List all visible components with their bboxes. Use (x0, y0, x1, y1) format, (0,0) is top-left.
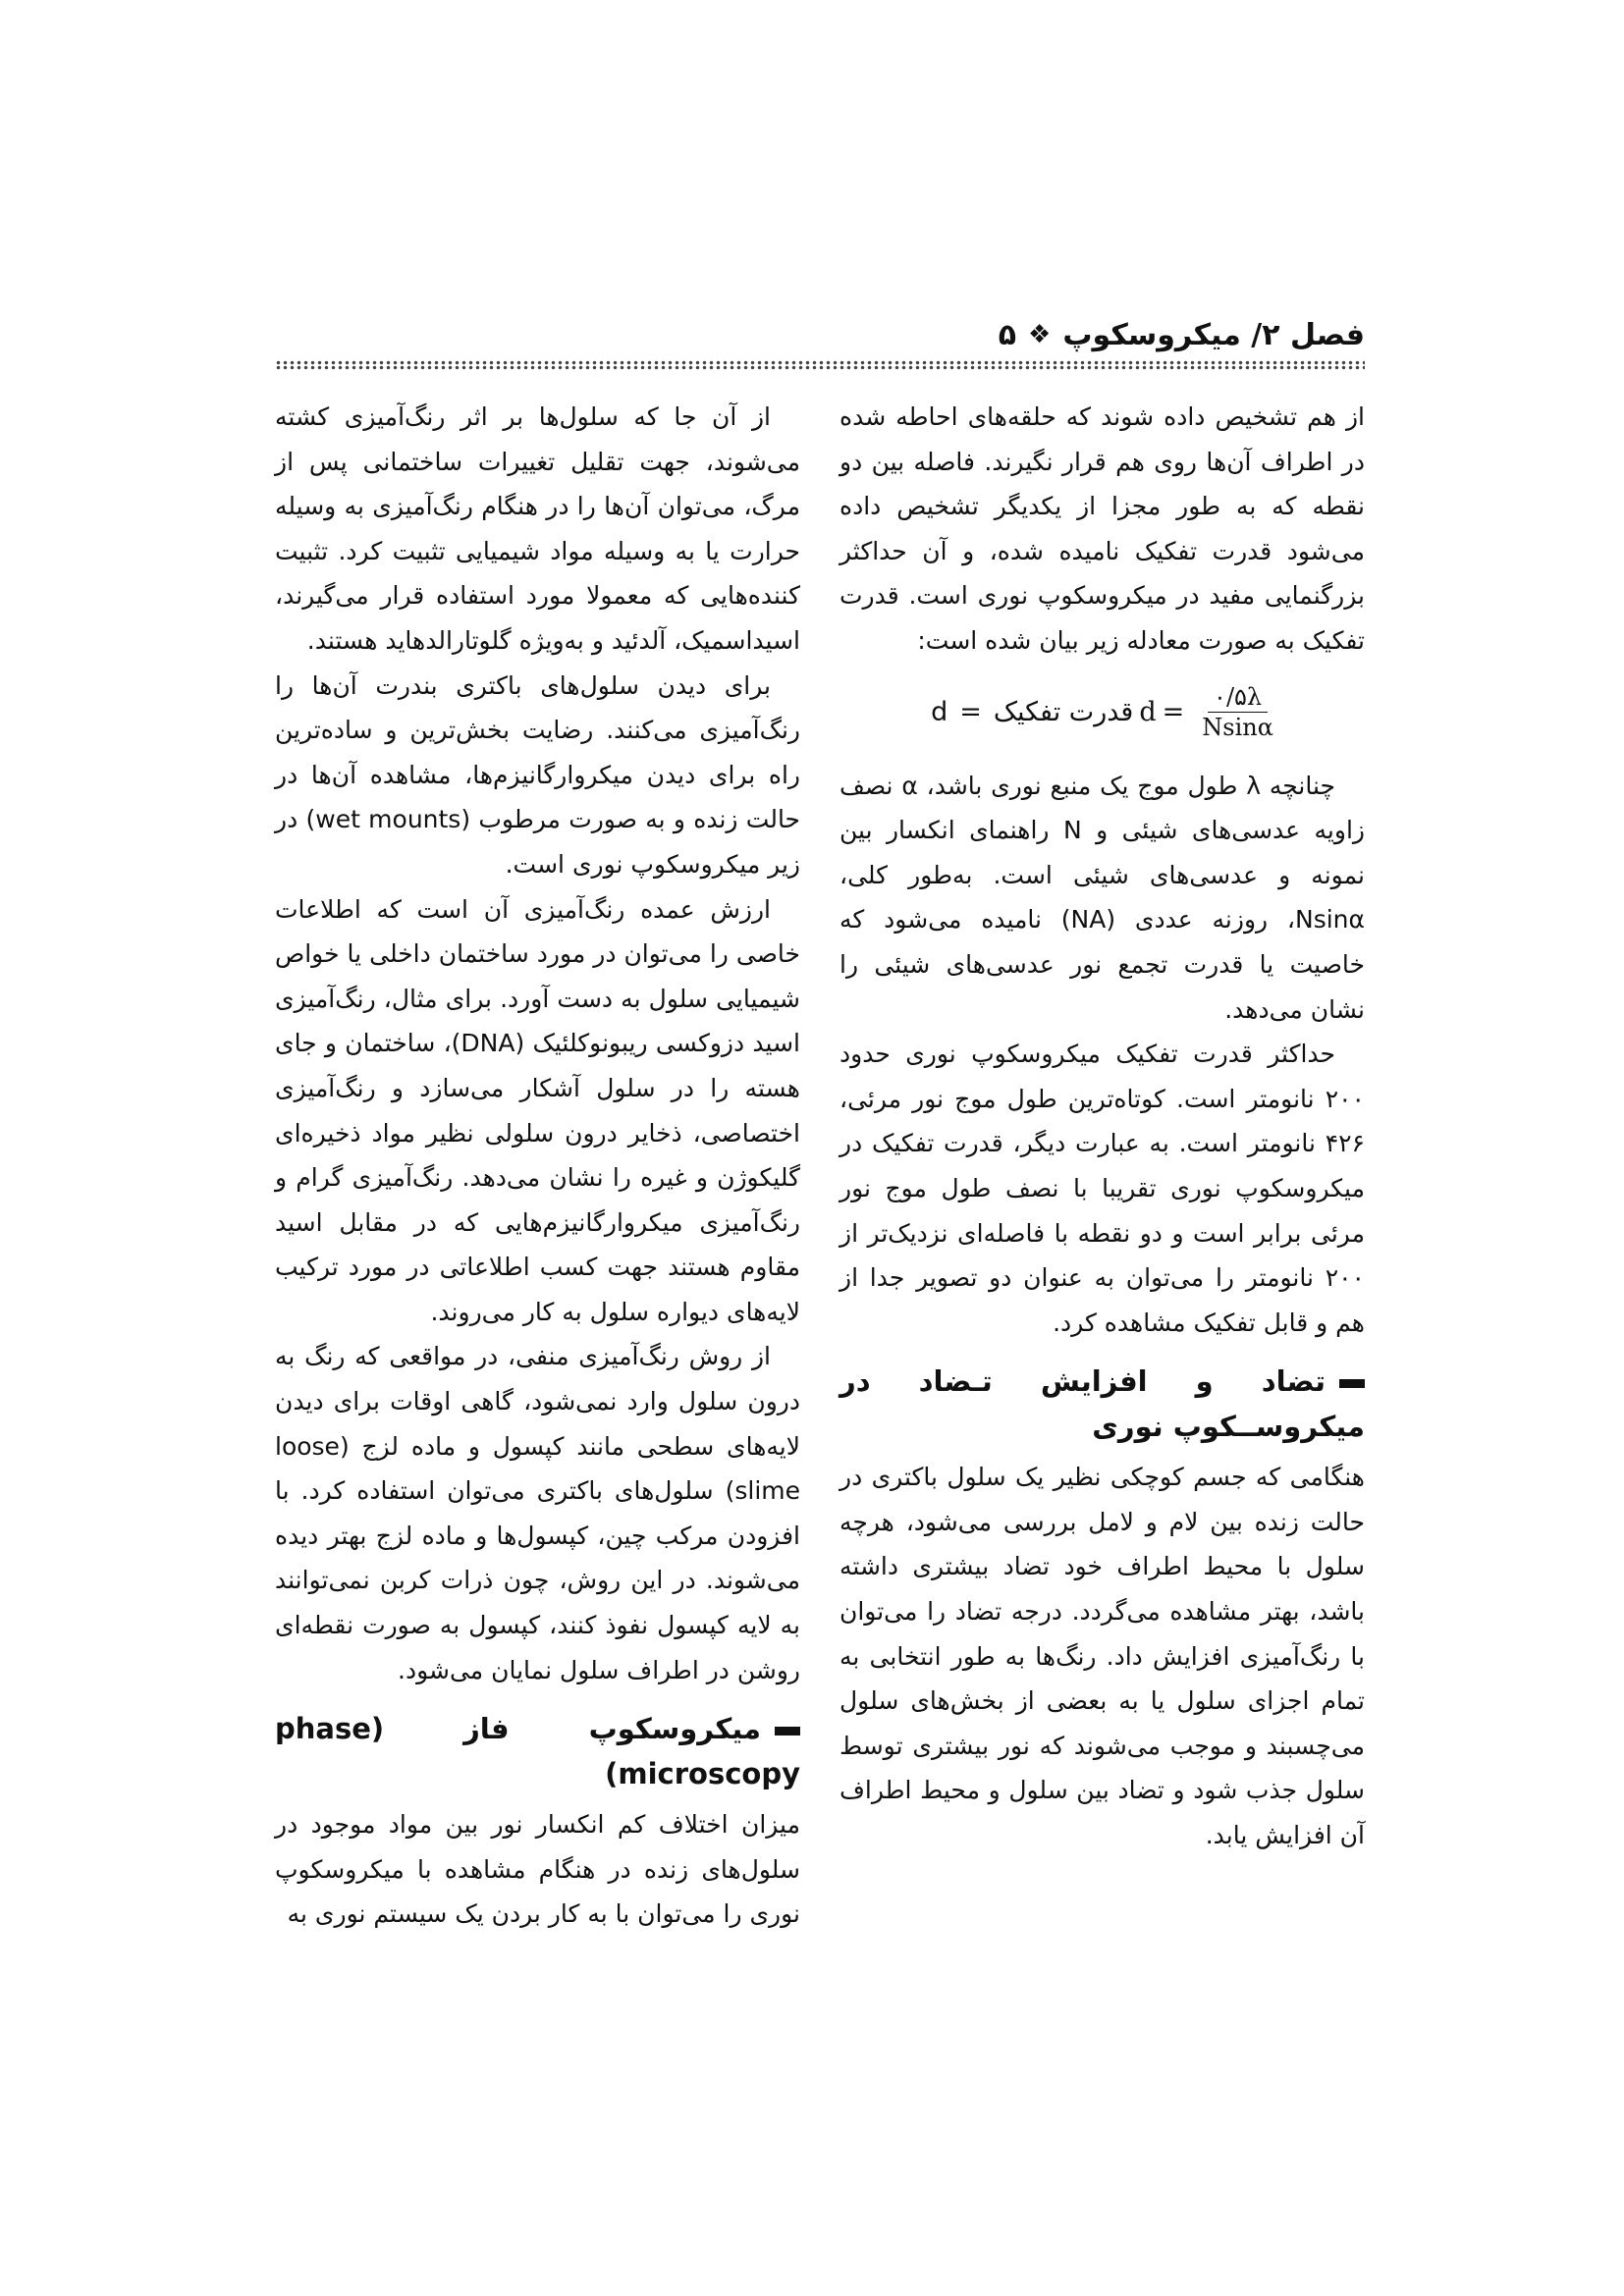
paragraph: از آن جا که سلول‌ها بر اثر رنگ‌آمیزی کشته می‌شوند، جهت تقلیل تغییرات ساختمانی پس از مرگ، می‌توان آن‌ها را در هنگام رنگ‌آمیزی به وسیله حرارت یا به وسیله مواد شیمیایی تثبیت کرد. تثبیت کننده‌هایی که معمولا مورد استفاده قرار می‌گیرند، اسیداسمیک، آلدئید و به‌ویژه گلوتارالدهاید هستند. (275, 402, 800, 655)
paragraph: از هم تشخیص داده شوند که حلقه‌های احاطه شده در اطراف آن‌ها روی هم قرار نگیرند. فاصله بین دو نقطه که به طور مجزا از یکدیگر تشخیص داده می‌شود قدرت تفکیک نامیده شده، و آن حداکثر بزرگنمایی مفید در میکروسکوپ نوری است. قدرت تفکیک به صورت معادله زیر بیان شده است: (839, 402, 1365, 655)
paragraph: چنانچه λ طول موج یک منبع نوری باشد، α نصف زاویه عدسی‌های شیئی و N راهنمای انکسار بین نمونه و عدسی‌های شیئی است. به‌طور کلی، Nsinα، روزنه عددی (NA) نامیده می‌شود که خاصیت یا قدرت تجمع نور عدسی‌های شیئی را نشان می‌دهد. (839, 771, 1365, 1024)
header-divider (275, 360, 1365, 370)
section-heading (839, 1359, 1365, 1449)
diamond-icon: ❖ (1028, 320, 1052, 349)
section-heading-text: میکروسکوپ فاز (phase microscopy) (275, 1712, 800, 1791)
formula-equals-label: = (959, 696, 982, 727)
paragraph: هنگامی که جسم کوچکی نظیر یک سلول باکتری در حالت زنده بین لام و لامل بررسی می‌شود، هرچه سلول با محیط اطراف خود تضاد بیشتری داشته باشد، بهتر مشاهده می‌گردد. درجه تضاد را می‌توان با رنگ‌آمیزی افزایش داد. رنگ‌ها به طور انتخابی به تمام اجزای سلول یا به بعضی از بخش‌های سلول می‌چسبند و موجب می‌شوند که نور بیشتری توسط سلول جذب شود و تضاد بین سلول و محیط اطراف آن افزایش یابد. (839, 1463, 1365, 1850)
formula-label: قدرت تفکیک (993, 696, 1134, 727)
formula-fraction (1196, 682, 1279, 742)
resolution-formula (839, 667, 1365, 758)
formula-d: d (1139, 696, 1157, 727)
formula-lhs: d (931, 696, 948, 727)
paragraph: ارزش عمده رنگ‌آمیزی آن است که اطلاعات خاصی را می‌توان در مورد ساختمان داخلی یا خواص شیمیایی سلول به دست آورد. برای مثال، رنگ‌آمیزی اسید دزوکسی ریبونوکلئیک (DNA)، ساختمان و جای هسته را در سلول آشکار می‌سازد و رنگ‌آمیزی اختصاصی، ذخایر درون سلولی نظیر مواد ذخیره‌ای گلیکوژن و غیره را نشان می‌دهد. رنگ‌آمیزی گرام و رنگ‌آمیزی میکروارگانیزم‌هایی که در مقابل اسید مقاوم هستند جهت کسب اطلاعاتی در مورد ترکیب لایه‌های دیواره سلول به کار می‌روند. (275, 894, 800, 1326)
square-bullet-icon (1339, 1379, 1365, 1388)
page-number: ۵ (998, 317, 1017, 352)
section-heading (275, 1706, 800, 1796)
formula-numerator: ۰/۵λ (1208, 682, 1268, 713)
formula-denominator: Nsinα (1202, 714, 1273, 742)
paragraph: حداکثر قدرت تفکیک میکروسکوپ نوری حدود ۲۰۰ نانومتر است. کوتاه‌ترین طول موج نور مرئی، ۴۲۶ نانومتر است. به عبارت دیگر، قدرت تفکیک در میکروسکوپ نوری تقریبا با نصف طول موج نور مرئی برابر است و دو نقطه با فاصله‌ای نزدیک‌تر از ۲۰۰ نانومتر را می‌توان به عنوان دو تصویر جدا از هم و قابل تفکیک مشاهده کرد. (839, 1040, 1365, 1337)
formula-equals: = (1162, 696, 1185, 727)
left-column (275, 395, 800, 1937)
section-heading-text: تضاد و افزایش تـضاد در میکروســکوپ نوری (839, 1364, 1365, 1444)
chapter-title: فصل ۲/ میکروسکوپ (1062, 317, 1365, 352)
square-bullet-icon (775, 1727, 800, 1735)
paragraph: از روش رنگ‌آمیزی منفی، در مواقعی که رنگ به درون سلول وارد نمی‌شود، گاهی اوقات برای دیدن لایه‌های سطحی مانند کپسول و ماده لزج (loose slime) سلول‌های باکتری می‌توان استفاده کرد. با افزودن مرکب چین، کپسول‌ها و ماده لزج بهتر دیده می‌شوند. در این روش، چون ذرات کربن نمی‌توانند به لایه کپسول نفوذ کنند، کپسول به صورت نقطه‌ای روشن در اطراف سلول نمایان می‌شود. (275, 1342, 800, 1684)
right-column (839, 395, 1365, 1858)
running-header (275, 312, 1365, 357)
paragraph: میزان اختلاف کم انکسار نور بین مواد موجود در سلول‌های زنده در هنگام مشاهده با میکروسکوپ نوری را می‌توان با به کار بردن یک سیستم نوری به (275, 1810, 800, 1929)
paragraph: برای دیدن سلول‌های باکتری بندرت آن‌ها را رنگ‌آمیزی می‌کنند. رضایت بخش‌ترین و ساده‌ترین راه برای دیدن میکروارگانیزم‌ها، مشاهده آن‌ها در حالت زنده و به صورت مرطوب (wet mounts) در زیر میکروسکوپ نوری است. (275, 670, 801, 879)
